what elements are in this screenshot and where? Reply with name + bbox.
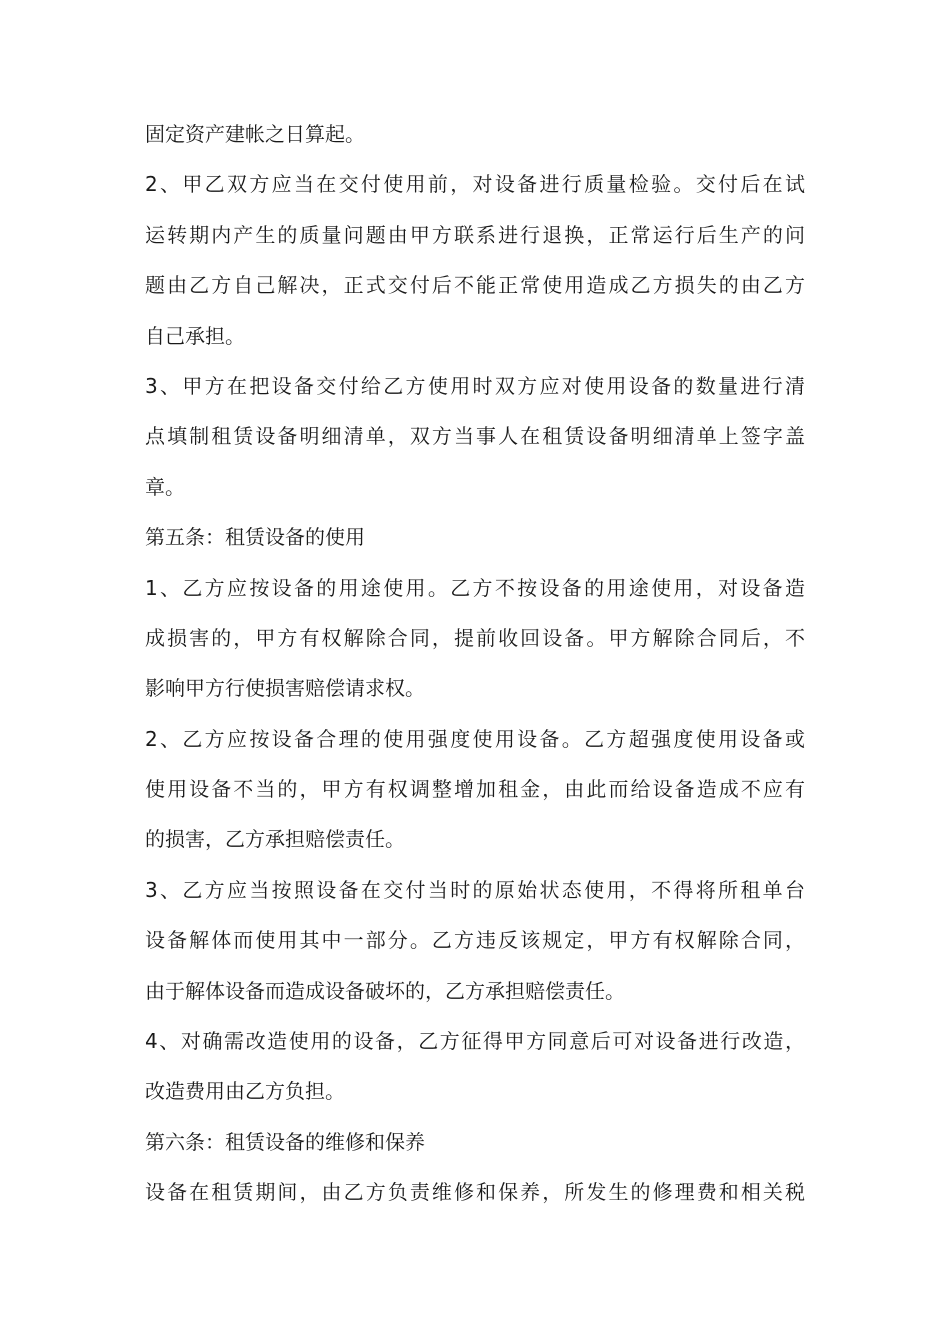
text-line: 由于解体设备而造成设备破坏的，乙方承担赔偿责任。 [145,978,625,1003]
text-line: 1、乙方应按设备的用途使用。乙方不按设备的用途使用，对设备造 [145,575,805,600]
text-line: 影响甲方行使损害赔偿请求权。 [145,676,425,701]
text-line: 3、乙方应当按照设备在交付当时的原始状态使用，不得将所租单台 [145,877,805,902]
text-line: 的损害，乙方承担赔偿责任。 [145,827,405,852]
text-line: 改造费用由乙方负担。 [145,1079,345,1104]
section-heading: 第五条：租赁设备的使用 [145,525,365,550]
text-line: 2、甲乙双方应当在交付使用前，对设备进行质量检验。交付后在试 [145,172,805,197]
text-line: 题由乙方自己解决，正式交付后不能正常使用造成乙方损失的由乙方 [145,273,805,298]
document-body [145,109,805,1218]
text-line: 4、对确需改造使用的设备，乙方征得甲方同意后可对设备进行改造， [145,1029,805,1054]
text-line: 成损害的，甲方有权解除合同，提前收回设备。甲方解除合同后，不 [145,625,805,650]
text-line: 运转期内产生的质量问题由甲方联系进行退换，正常运行后生产的问 [145,222,805,247]
text-line: 设备在租赁期间，由乙方负责维修和保养，所发生的修理费和相关税 [145,1180,805,1205]
text-line: 固定资产建帐之日算起。 [145,122,365,146]
text-line: 3、甲方在把设备交付给乙方使用时双方应对使用设备的数量进行清 [145,373,805,398]
text-line: 2、乙方应按设备合理的使用强度使用设备。乙方超强度使用设备或 [145,726,805,751]
section-heading: 第六条：租赁设备的维修和保养 [145,1129,425,1154]
text-line: 章。 [145,474,185,499]
text-line: 使用设备不当的，甲方有权调整增加租金，由此而给设备造成不应有 [145,777,805,802]
text-line: 点填制租赁设备明细清单，双方当事人在租赁设备明细清单上签字盖 [145,424,805,449]
text-line: 自己承担。 [145,323,245,348]
text-line: 设备解体而使用其中一部分。乙方违反该规定，甲方有权解除合同， [145,928,805,953]
